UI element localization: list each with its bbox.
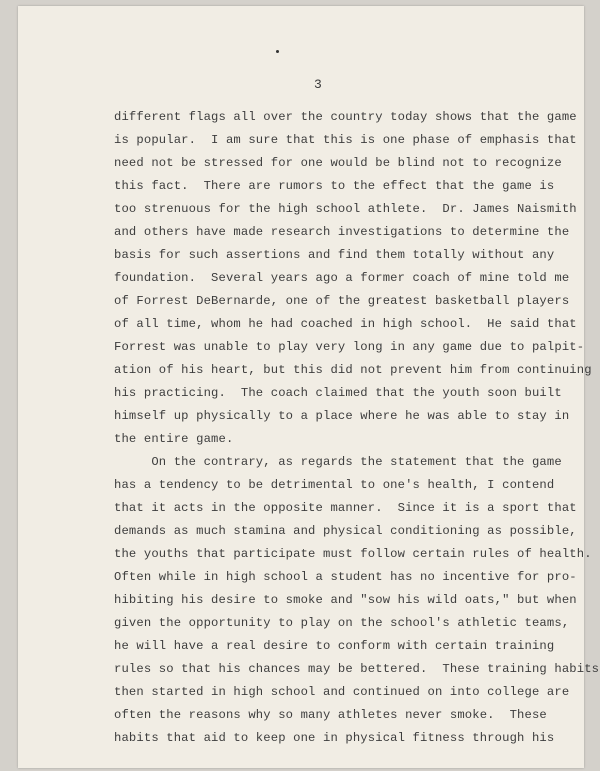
text-line: of Forrest DeBernarde, one of the greatest basketball players bbox=[114, 294, 570, 308]
text-line: too strenuous for the high school athlete. Dr. James Naismith bbox=[114, 202, 577, 216]
text-line: On the contrary, as regards the statement that the game bbox=[114, 455, 562, 469]
text-line: the entire game. bbox=[114, 432, 234, 446]
text-line: habits that aid to keep one in physical fitness through his bbox=[114, 731, 555, 745]
text-line: that it acts in the opposite manner. Since it is a sport that bbox=[114, 501, 577, 515]
text-line: given the opportunity to play on the school's athletic teams, bbox=[114, 616, 570, 630]
text-line: of all time, whom he had coached in high school. He said that bbox=[114, 317, 577, 331]
page-number: 3 bbox=[314, 77, 322, 92]
text-line: Forrest was unable to play very long in any game due to palpit- bbox=[114, 340, 585, 354]
text-line: his practicing. The coach claimed that the youth soon built bbox=[114, 386, 562, 400]
text-line: hibiting his desire to smoke and "sow his wild oats," but when bbox=[114, 593, 577, 607]
text-line: basis for such assertions and find them totally without any bbox=[114, 248, 555, 262]
text-line: ation of his heart, but this did not prevent him from continuing bbox=[114, 363, 592, 377]
text-line: has a tendency to be detrimental to one's health, I contend bbox=[114, 478, 555, 492]
text-line: he will have a real desire to conform with certain training bbox=[114, 639, 555, 653]
text-line: the youths that participate must follow certain rules of health. bbox=[114, 547, 592, 561]
text-line: foundation. Several years ago a former coach of mine told me bbox=[114, 271, 570, 285]
text-line: need not be stressed for one would be blind not to recognize bbox=[114, 156, 562, 170]
text-line: himself up physically to a place where he was able to stay in bbox=[114, 409, 570, 423]
text-line: often the reasons why so many athletes never smoke. These bbox=[114, 708, 547, 722]
text-line: different flags all over the country today shows that the game bbox=[114, 110, 577, 124]
text-line: is popular. I am sure that this is one phase of emphasis that bbox=[114, 133, 577, 147]
text-line: demands as much stamina and physical conditioning as possible, bbox=[114, 524, 577, 538]
stray-ink-dot bbox=[276, 50, 279, 53]
text-line: this fact. There are rumors to the effect that the game is bbox=[114, 179, 555, 193]
text-line: rules so that his chances may be bettered. These training habits bbox=[114, 662, 600, 676]
text-line: then started in high school and continued on into college are bbox=[114, 685, 570, 699]
text-line: Often while in high school a student has no incentive for pro- bbox=[114, 570, 577, 584]
document-page bbox=[18, 6, 600, 768]
text-line: and others have made research investigations to determine the bbox=[114, 225, 570, 239]
